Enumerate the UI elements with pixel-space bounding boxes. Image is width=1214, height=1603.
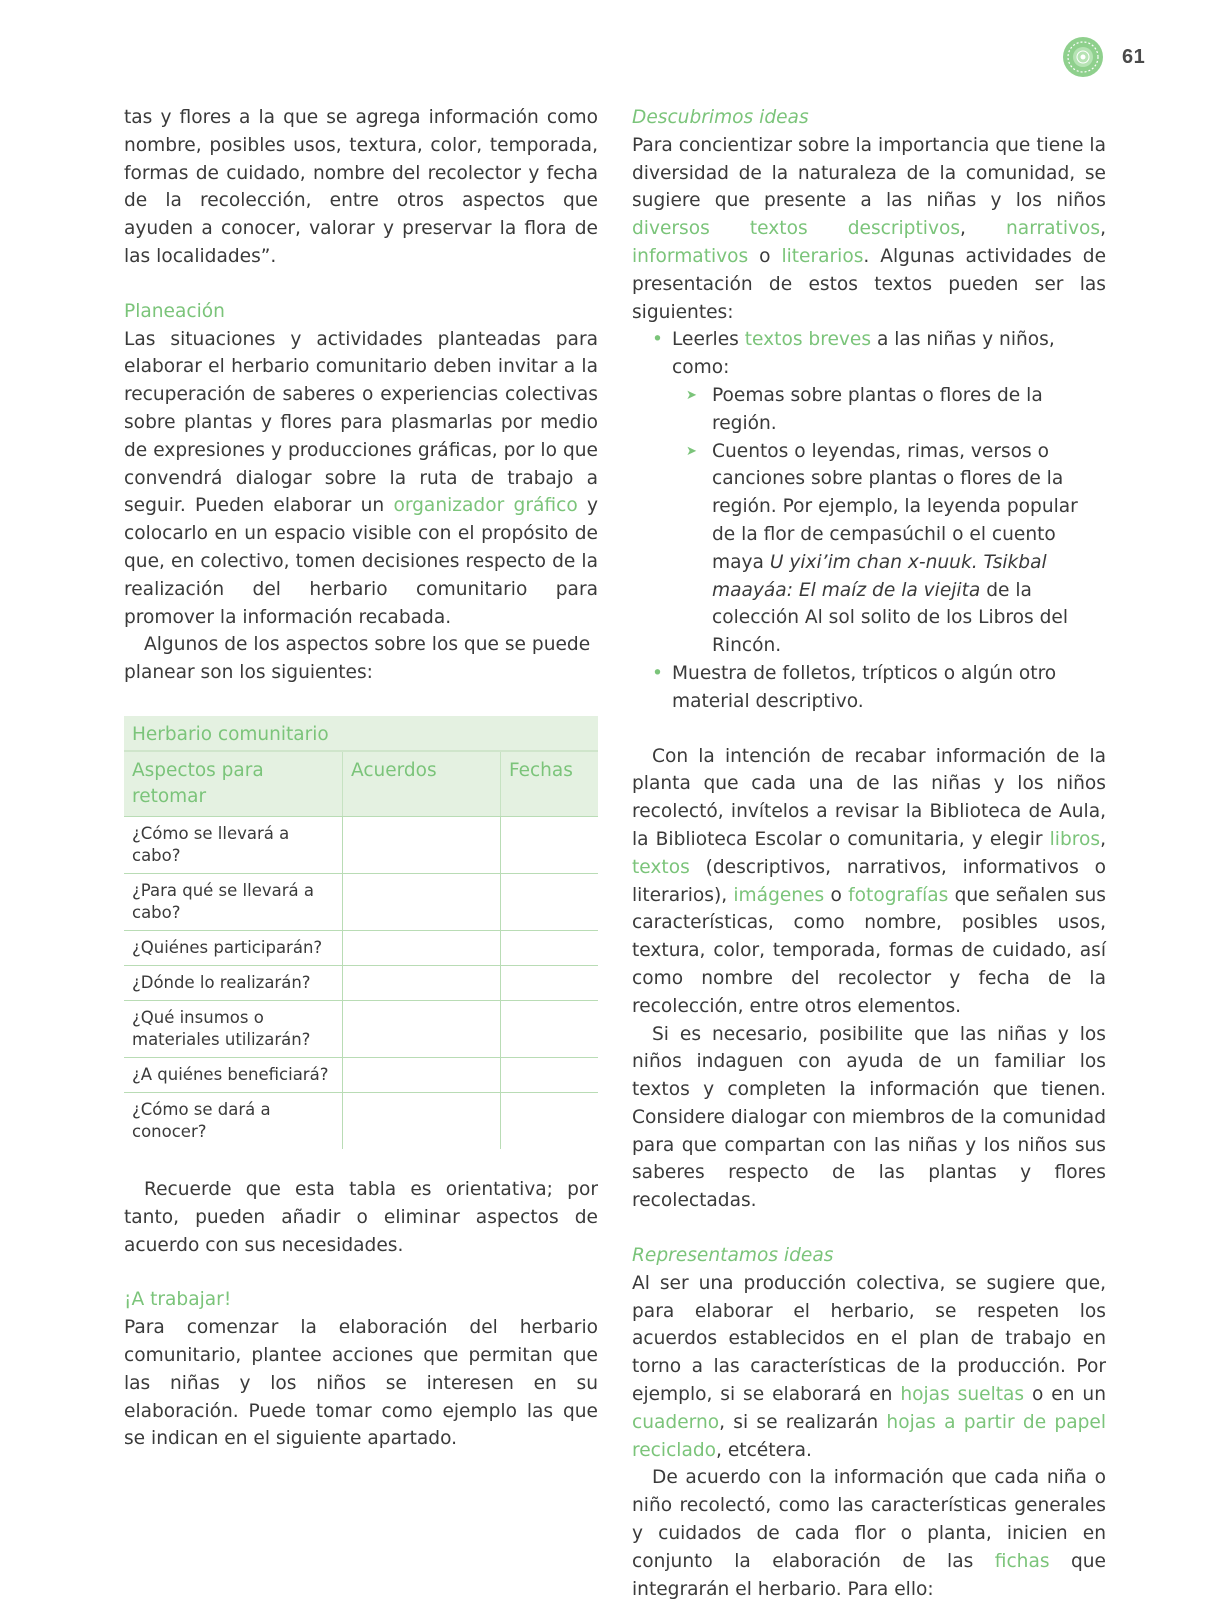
table-cell-fechas[interactable] [501, 1057, 599, 1092]
table-row [124, 873, 598, 930]
link-literarios[interactable]: literarios [781, 245, 864, 267]
link-textos-breves[interactable]: textos breves [744, 329, 872, 351]
list-item: ➤ Cuentos o leyendas, rimas, versos o canciones sobre plantas o flores de la región. Por ejemplo, la leyenda popular de la flor de cempasúchil o el cuento maya U yixi’im chan x-nuuk. Tsikbal maayáa: El maíz de la viejita de la colección Al sol solito de los Libros del Rincón. [712, 438, 1106, 660]
section-heading-representamos: Representamos ideas [632, 1245, 834, 1267]
link-fotografias[interactable]: fotografías [848, 884, 949, 906]
table-cell-acuerdos[interactable] [343, 816, 501, 873]
page-number: 61 [1122, 46, 1146, 68]
table-cell-acuerdos[interactable] [343, 1057, 501, 1092]
table-cell-fechas[interactable] [501, 1092, 599, 1149]
necesario-paragraph: Si es necesario, posibilite que las niñas y los niños indaguen con ayuda de un familiar los textos y completen la información que tienen. Considere dialogar con miembros de la comunidad para que compartan con las niñas y los niños sus saberes respecto de las plantas y flores recolectadas. [632, 1023, 1106, 1212]
table-row [124, 1092, 598, 1149]
list-item: • Muestra de folletos, trípticos o algún otro material descriptivo. [672, 660, 1106, 716]
table-cell: ¿Dónde lo realizarán? [124, 965, 343, 1000]
table-row [124, 816, 598, 873]
link-papel-reciclado[interactable]: hojas a partir de papel reciclado [632, 1411, 1106, 1461]
planeacion-paragraph-2: Algunos de los aspectos sobre los que se puede planear son los siguientes: [124, 634, 591, 684]
table-title: Herbario comunitario [124, 716, 598, 751]
link-cuaderno[interactable]: cuaderno [632, 1411, 720, 1433]
link-textos-descriptivos[interactable]: diversos textos descriptivos [632, 218, 961, 240]
intencion-paragraph: Con la intención de recabar información de la planta que cada una de las niñas y los niños recolectó, invítelos a revisar la Biblioteca de Aula, la Biblioteca Escolar o comunitaria, y elegir libros, textos (descriptivos, narrativos, informativos o literarios), imágenes o fotografías que señalen sus características, como nombre, posibles usos, textura, color, temporada, formas de cuidado, así como nombre del recolector y fecha de la recolección, entre otros elementos. [632, 745, 1106, 1017]
section-heading-planeacion: Planeación [124, 300, 225, 322]
table-cell: ¿Qué insumos o materiales utilizarán? [124, 1000, 343, 1057]
table-header: Acuerdos [343, 751, 501, 817]
table-cell-fechas[interactable] [501, 930, 599, 965]
link-organizador-grafico[interactable]: organizador gráfico [393, 495, 578, 517]
acuerdo-paragraph: De acuerdo con la información que cada niña o niño recolectó, como las características generales y cuidados de cada flor o planta, inicien en conjunto la elaboración de las fichas que integrarán el herbario. Para ello: [632, 1467, 1106, 1600]
table-cell-fechas[interactable] [501, 816, 599, 873]
table-cell-acuerdos[interactable] [343, 930, 501, 965]
planeacion-paragraph: Las situaciones y actividades planteadas para elaborar el herbario comunitario deben invitar a la recuperación de saberes o experiencias colectivas sobre plantas y flores para plasmarlas por medio de expresiones y producciones gráficas, por lo que convendrá dialogar sobre la ruta de trabajo a seguir. Pueden elaborar un organizador gráfico y colocarlo en un espacio visible con el propósito de que, en colectivo, tomen decisiones respecto de la realización del herbario comunitario para promover la información recabada. [124, 328, 598, 628]
sub-list [672, 382, 1106, 660]
activity-list [632, 326, 1106, 715]
link-textos[interactable]: textos [632, 856, 690, 878]
table-cell-fechas[interactable] [501, 873, 599, 930]
table-header: Fechas [501, 751, 599, 817]
table-note: Recuerde que esta tabla es orientativa; por tanto, pueden añadir o eliminar aspectos de acuerdo con sus necesidades. [124, 1178, 598, 1256]
table-row [124, 1057, 598, 1092]
herbario-table [124, 716, 598, 1149]
link-narrativos[interactable]: narrativos [1006, 218, 1101, 240]
link-libros[interactable]: libros [1049, 828, 1101, 850]
table-cell: ¿Cómo se dará a conocer? [124, 1092, 343, 1149]
link-fichas[interactable]: fichas [994, 1550, 1050, 1572]
table-cell-acuerdos[interactable] [343, 1000, 501, 1057]
table-cell: ¿A quiénes beneficiará? [124, 1057, 343, 1092]
link-imagenes[interactable]: imágenes [733, 884, 825, 906]
table-cell: ¿Para qué se llevará a cabo? [124, 873, 343, 930]
descubrimos-paragraph: Para concientizar sobre la importancia que tiene la diversidad de la naturaleza de la comunidad, se sugiere que presente a las niñas y los niños diversos textos descriptivos, narrativos, informativos o literarios. Algunas actividades de presentación de estos textos pueden ser las siguientes: [632, 134, 1107, 323]
table-row [124, 930, 598, 965]
table-cell-fechas[interactable] [501, 965, 599, 1000]
intro-paragraph: tas y flores a la que se agrega información como nombre, posibles usos, textura, color, temporada, formas de cuidado, nombre del recolector y fecha de la recolección, entre otros aspectos que ayuden a conocer, valorar y preservar la flora de las localidades”. [124, 107, 598, 267]
sun-medallion-icon [1062, 36, 1104, 78]
link-hojas-sueltas[interactable]: hojas sueltas [900, 1384, 1025, 1406]
list-item: • Leerles textos breves a las niñas y niños, como: ➤ Poemas sobre plantas o flores de la región. ➤ Cuentos o leyendas, rimas, versos o canciones sobre plantas o flores de la región. Por ejemplo, la leyenda popular de la flor de cempasúchil o el cuento maya U yixi’im chan x-nuuk. Tsikbal maayáa: El maíz de la viejita de la colección Al sol solito de los Libros del Rincón. [672, 326, 1106, 660]
table-cell-acuerdos[interactable] [343, 1092, 501, 1149]
table-row [124, 1000, 598, 1057]
right-column [632, 104, 1106, 1603]
table-row [124, 965, 598, 1000]
left-column [124, 104, 598, 1453]
section-heading-descubrimos: Descubrimos ideas [632, 107, 809, 128]
trabajar-paragraph: Para comenzar la elaboración del herbario comunitario, plantee acciones que permitan que las niñas y los niños se interesen en su elaboración. Puede tomar como ejemplo las que se indican en el siguiente apartado. [124, 1317, 598, 1450]
representamos-paragraph: Al ser una producción colectiva, se sugiere que, para elaborar el herbario, se respeten los acuerdos establecidos en el plan de trabajo en torno a las características de la producción. Por ejemplo, si se elaborará en hojas sueltas o en un cuaderno, si se realizarán hojas a partir de papel reciclado, etcétera. [632, 1272, 1106, 1461]
table-cell-acuerdos[interactable] [343, 873, 501, 930]
table-cell-acuerdos[interactable] [343, 965, 501, 1000]
table-cell: ¿Quiénes participarán? [124, 930, 343, 965]
table-header: Aspectos para retomar [124, 751, 343, 817]
link-informativos[interactable]: informativos [632, 245, 749, 267]
book-title: U yixi’im chan x-nuuk. Tsikbal maayáa: El maíz de la viejita [712, 551, 1047, 601]
table-cell: ¿Cómo se llevará a cabo? [124, 816, 343, 873]
section-heading-a-trabajar: ¡A trabajar! [124, 1289, 232, 1311]
table-cell-fechas[interactable] [501, 1000, 599, 1057]
list-item: ➤ Poemas sobre plantas o flores de la región. [712, 382, 1106, 438]
